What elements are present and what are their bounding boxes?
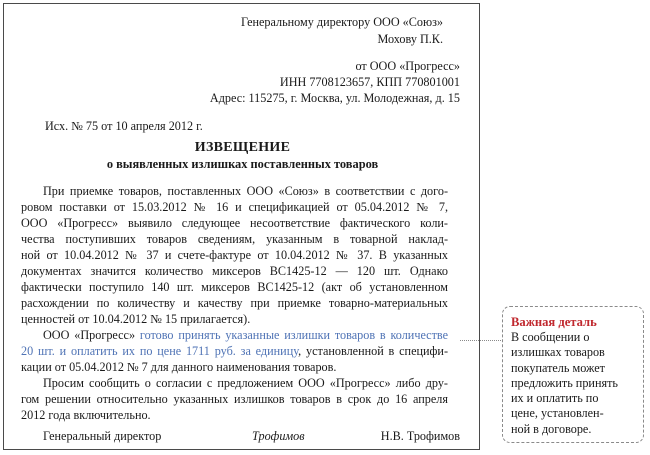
signature-handwritten: Трофимов [252, 429, 305, 443]
note-title: Важная деталь [511, 315, 597, 329]
paragraph1-line: При приемке товаров, поставленных ООО «Союз» в соответствии с дого- [43, 184, 448, 198]
paragraph1-line: чества поступивших товаров сведениям, указанным в товарной наклад- [21, 232, 448, 246]
signature-position: Генеральный директор [43, 429, 162, 443]
paragraph2-line: кации от 05.04.2012 № 7 для данного наименования товаров. [21, 360, 337, 374]
addressee-line: Генеральному директору ООО «Союз» [240, 15, 443, 29]
paragraph1-line: ценностей от 10.04.2012 № 15 прилагается). [21, 312, 251, 326]
paragraph2-line [21, 344, 448, 359]
note-text-line: их и оплатить по [511, 391, 599, 406]
paragraph2-text: ООО «Прогресс» [43, 328, 140, 342]
paragraph1-line: документах значится количество миксеров ВС1425-12 — 120 шт. Однако [21, 264, 448, 278]
outgoing-number: Исх. № 75 от 10 апреля 2012 г. [45, 119, 203, 133]
letter-document [3, 3, 480, 450]
sender-inn: ИНН 7708123657, КПП 770801001 [279, 75, 460, 89]
paragraph1-line: расхождении по количеству и качеству при приемке товарно-материальных [21, 296, 448, 310]
paragraph3-line: 2012 года включительно. [21, 408, 151, 422]
paragraph1-line: ной от 10.04.2012 № 37 и счете-фактуре от 10.04.2012 № 37. В указанных [21, 248, 448, 262]
paragraph1-line: ровом поставки от 15.03.2012 № 16 и спецификацией от 05.04.2012 № 7, [21, 200, 448, 214]
note-text-line: предложить принять [511, 375, 618, 390]
document-title: ИЗВЕЩЕНИЕ [194, 140, 291, 155]
signature-name: Н.В. Трофимов [380, 429, 460, 443]
paragraph2-text: , установленной в специфи- [298, 344, 448, 358]
callout-note [502, 306, 644, 443]
paragraph3-line: гом решении относительно указанных излишков товаров в срок до 16 апреля [21, 392, 448, 406]
note-text-line: излишках товаров [511, 345, 605, 360]
note-connector-line [460, 340, 505, 341]
document-subtitle: о выявленных излишках поставленных товаров [106, 157, 379, 171]
highlighted-offer-text: готово принять указанные излишки товаров в количестве [139, 328, 448, 342]
addressee-name: Мохову П.К. [377, 32, 443, 46]
paragraph1-line: фактически поступило 140 шт. миксеров ВС1425-12 (акт об установленном [21, 280, 448, 294]
note-text-line: покупатель может [511, 360, 605, 375]
note-text-line: ной в договоре. [511, 421, 592, 436]
sender-line: от ООО «Прогресс» [355, 59, 460, 73]
paragraph1-line: ООО «Прогресс» выявило следующее несоответствие фактического коли- [21, 216, 448, 230]
note-text-line: В сообщении о [511, 330, 590, 344]
sender-address: Адрес: 115275, г. Москва, ул. Молодежная, д. 15 [209, 91, 460, 105]
note-text-line: цене, установлен- [511, 406, 604, 421]
paragraph3-line: Просим сообщить о согласии с предложением ООО «Прогресс» либо дру- [43, 376, 448, 390]
paragraph2-line [43, 328, 448, 343]
highlighted-offer-text: 20 шт. и оплатить их по цене 1711 руб. за единицу [21, 344, 299, 358]
